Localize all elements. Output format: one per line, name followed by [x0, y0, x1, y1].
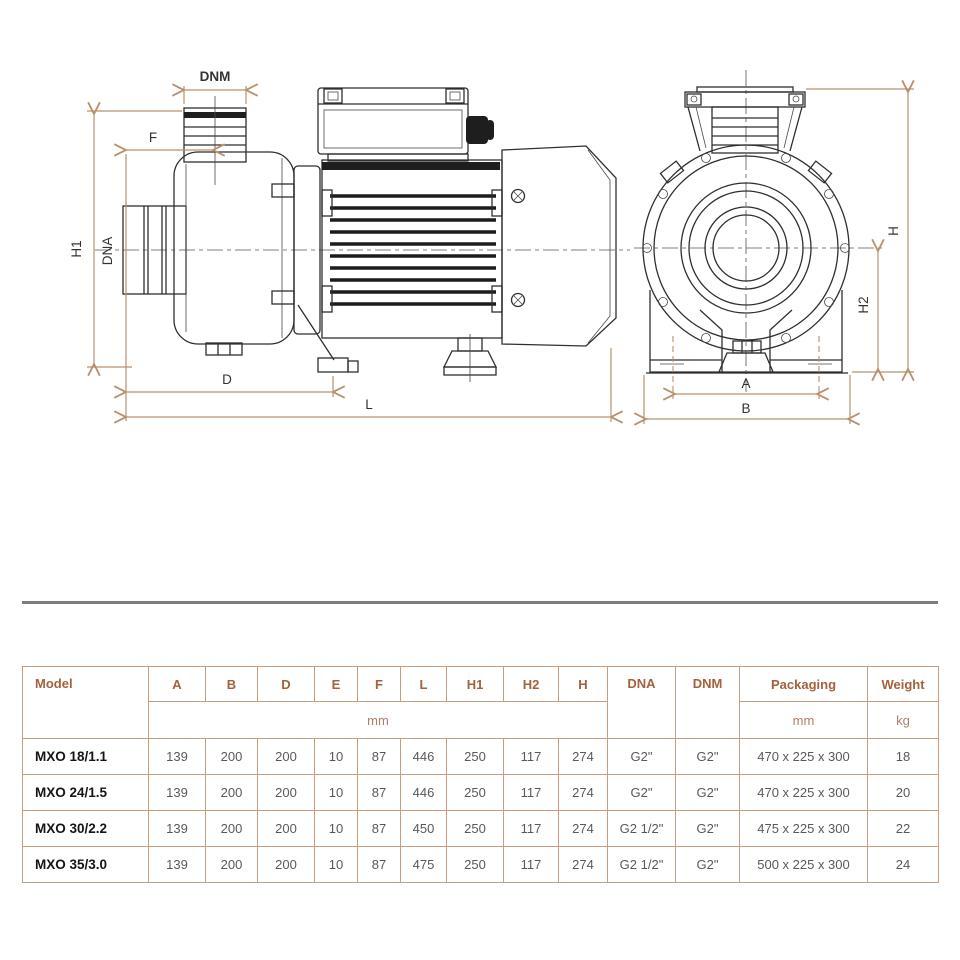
col-header-weight: Weight: [868, 667, 939, 702]
dim-label-a: A: [741, 376, 751, 391]
table-row: MXO 30/2.2 139 200 200 10 87 450 250 117 274 G2 1/2" G2" 475 x 225 x 300 22: [23, 811, 939, 847]
col-header-l: L: [401, 667, 447, 702]
unit-mm-packaging: mm: [740, 702, 868, 739]
col-header-h: H: [559, 667, 608, 702]
col-header-e: E: [315, 667, 358, 702]
unit-mm-dimensions: mm: [149, 702, 608, 739]
dimensions-table: [22, 666, 939, 883]
unit-kg-weight: kg: [868, 702, 939, 739]
model-name: MXO 35/3.0: [23, 847, 149, 883]
col-header-b: B: [206, 667, 258, 702]
cable-gland: [466, 116, 488, 144]
col-header-f: F: [358, 667, 401, 702]
table-row: MXO 24/1.5 139 200 200 10 87 446 250 117 274 G2" G2" 470 x 225 x 300 20: [23, 775, 939, 811]
dim-label-h: H: [886, 226, 901, 236]
col-header-model: Model: [23, 667, 149, 739]
dim-label-h2: H2: [856, 296, 871, 314]
col-header-dna: DNA: [608, 667, 676, 739]
model-name: MXO 24/1.5: [23, 775, 149, 811]
model-name: MXO 18/1.1: [23, 739, 149, 775]
dim-label-d: D: [222, 372, 232, 387]
dim-label-b: B: [741, 401, 751, 416]
table-row: MXO 35/3.0 139 200 200 10 87 475 250 117 274 G2 1/2" G2" 500 x 225 x 300 24: [23, 847, 939, 883]
col-header-packaging: Packaging: [740, 667, 868, 702]
dim-label-dnm: DNM: [199, 69, 231, 84]
model-name: MXO 30/2.2: [23, 811, 149, 847]
dim-label-l: L: [365, 397, 373, 412]
col-header-dnm: DNM: [676, 667, 740, 739]
dim-label-f: F: [148, 130, 158, 145]
col-header-d: D: [258, 667, 315, 702]
table-row: MXO 18/1.1 139 200 200 10 87 446 250 117 274 G2" G2" 470 x 225 x 300 18: [23, 739, 939, 775]
side-view-drawing: [69, 69, 630, 422]
dim-label-dna: DNA: [100, 236, 115, 266]
dim-label-h1: H1: [69, 240, 84, 258]
col-header-a: A: [149, 667, 206, 702]
front-view-drawing: [634, 70, 914, 424]
col-header-h2: H2: [504, 667, 559, 702]
col-header-h1: H1: [447, 667, 504, 702]
section-divider: [22, 601, 938, 604]
